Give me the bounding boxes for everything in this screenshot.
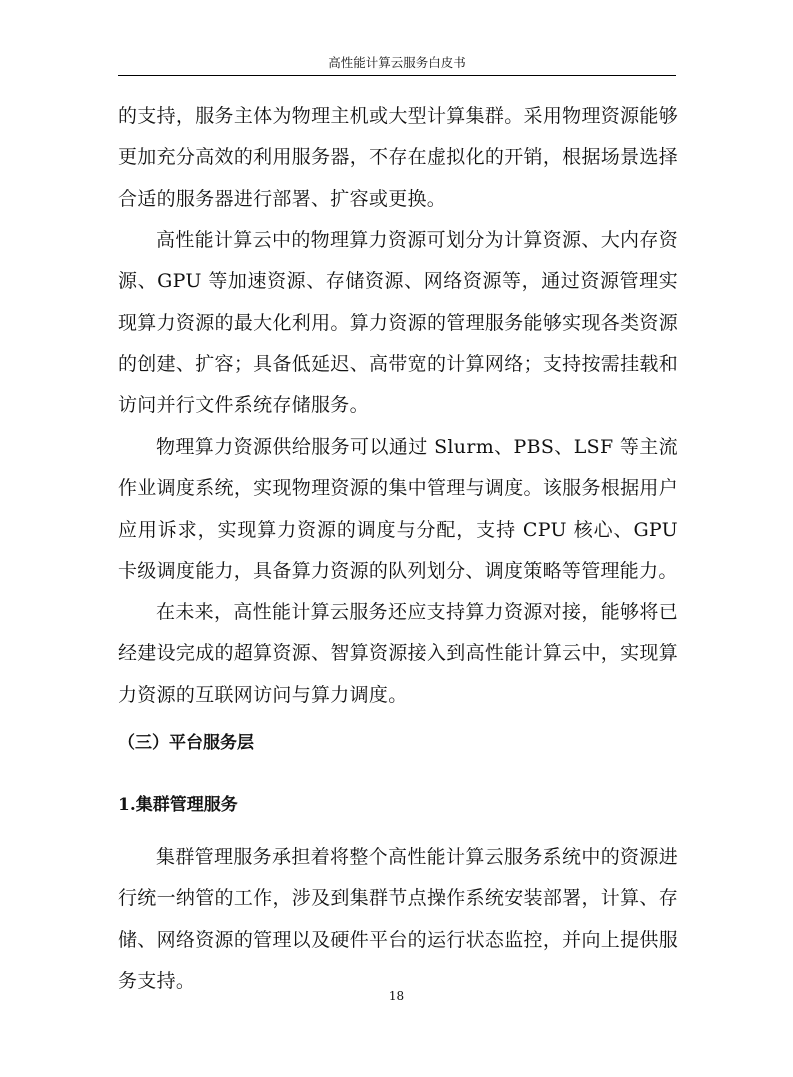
running-header: 高性能计算云服务白皮书: [118, 51, 676, 76]
section-heading: （三）平台服务层: [118, 733, 254, 753]
page-number: 18: [388, 989, 405, 1003]
paragraph-compute-resources: 高性能计算云中的物理算力资源可划分为计算资源、大内存资源、GPU 等加速资源、存储资源、网络资源等，通过资源管理实现算力资源的最大化利用。算力资源的管理服务能够实现各类资源的创建、扩容；具备低延迟、高带宽的计算网络；支持按需挂载和访问并行文件系统存储服务。: [118, 229, 678, 417]
paragraph-cluster-management: 集群管理服务承担着将整个高性能计算云服务系统中的资源进行统一纳管的工作，涉及到集群节点操作系统安装部署，计算、存储、网络资源的管理以及硬件平台的运行状态监控，并向上提供服务支持。: [118, 846, 678, 992]
paragraph-future-integration: 在未来，高性能计算云服务还应支持算力资源对接，能够将已经建设完成的超算资源、智算资源接入到高性能计算云中，实现算力资源的互联网访问与算力调度。: [118, 601, 678, 706]
subsection-heading: 1.集群管理服务: [118, 795, 238, 815]
paragraph-physical-support: 的支持，服务主体为物理主机或大型计算集群。采用物理资源能够更加充分高效的利用服务器，不存在虚拟化的开销，根据场景选择合适的服务器进行部署、扩容或更换。: [118, 105, 678, 210]
paragraph-scheduling-service: 物理算力资源供给服务可以通过 Slurm、PBS、LSF 等主流作业调度系统，实现物理资源的集中管理与调度。该服务根据用户应用诉求，实现算力资源的调度与分配，支持 CPU 核心、GPU 卡级调度能力，具备算力资源的队列划分、调度策略等管理能力。: [118, 436, 678, 582]
